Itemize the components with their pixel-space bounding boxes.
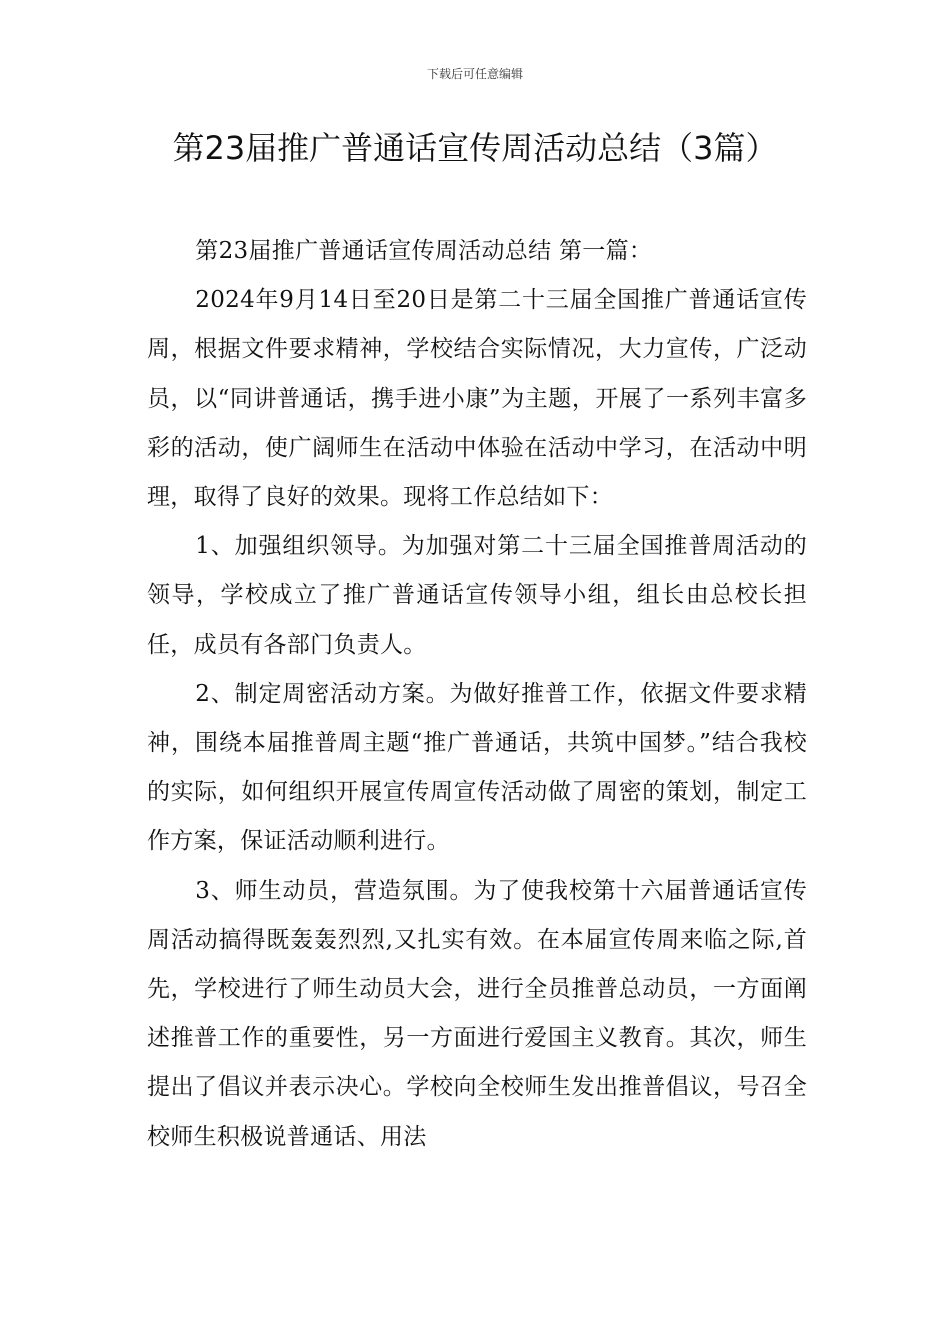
paragraph-item-3: 3、师生动员，营造氛围。为了使我校第十六届普通话宣传周活动搞得既轰轰烈烈,又扎实有效。在本届宣传周来临之际,首先，学校进行了师生动员大会，进行全员推普总动员，一方面阐述推普工作的重要性，另一方面进行爱国主义教育。其次，师生提出了倡议并表示决心。学校向全校师生发出推普倡议，号召全校师生积极说普通话、用法 (147, 877, 807, 1150)
paragraph-item-2: 2、制定周密活动方案。为做好推普工作，依据文件要求精神，围绕本届推普周主题“推广普通话，共筑中国梦。”结合我校的实际，如何组织开展宣传周宣传活动做了周密的策划，制定工作方案，保证活动顺利进行。 (147, 680, 807, 855)
paragraph-intro: 2024年9月14日至20日是第二十三届全国推广普通话宣传周，根据文件要求精神，学校结合实际情况，大力宣传，广泛动员，以“同讲普通话，携手进小康”为主题，开展了一系列丰富多彩的活动，使广阔师生在活动中体验在活动中学习，在活动中明理，取得了良好的效果。现将工作总结如下： (147, 287, 807, 511)
document-body (147, 227, 807, 1162)
document-title: 第23届推广普通话宣传周活动总结（3篇） (172, 129, 778, 167)
paragraph-section-heading: 第23届推广普通话宣传周活动总结 第一篇： (195, 238, 653, 264)
header-note: 下载后可任意编辑 (426, 67, 523, 81)
paragraph-item-1: 1、加强组织领导。为加强对第二十三届全国推普周活动的领导，学校成立了推广普通话宣传领导小组，组长由总校长担任，成员有各部门负责人。 (147, 533, 807, 658)
